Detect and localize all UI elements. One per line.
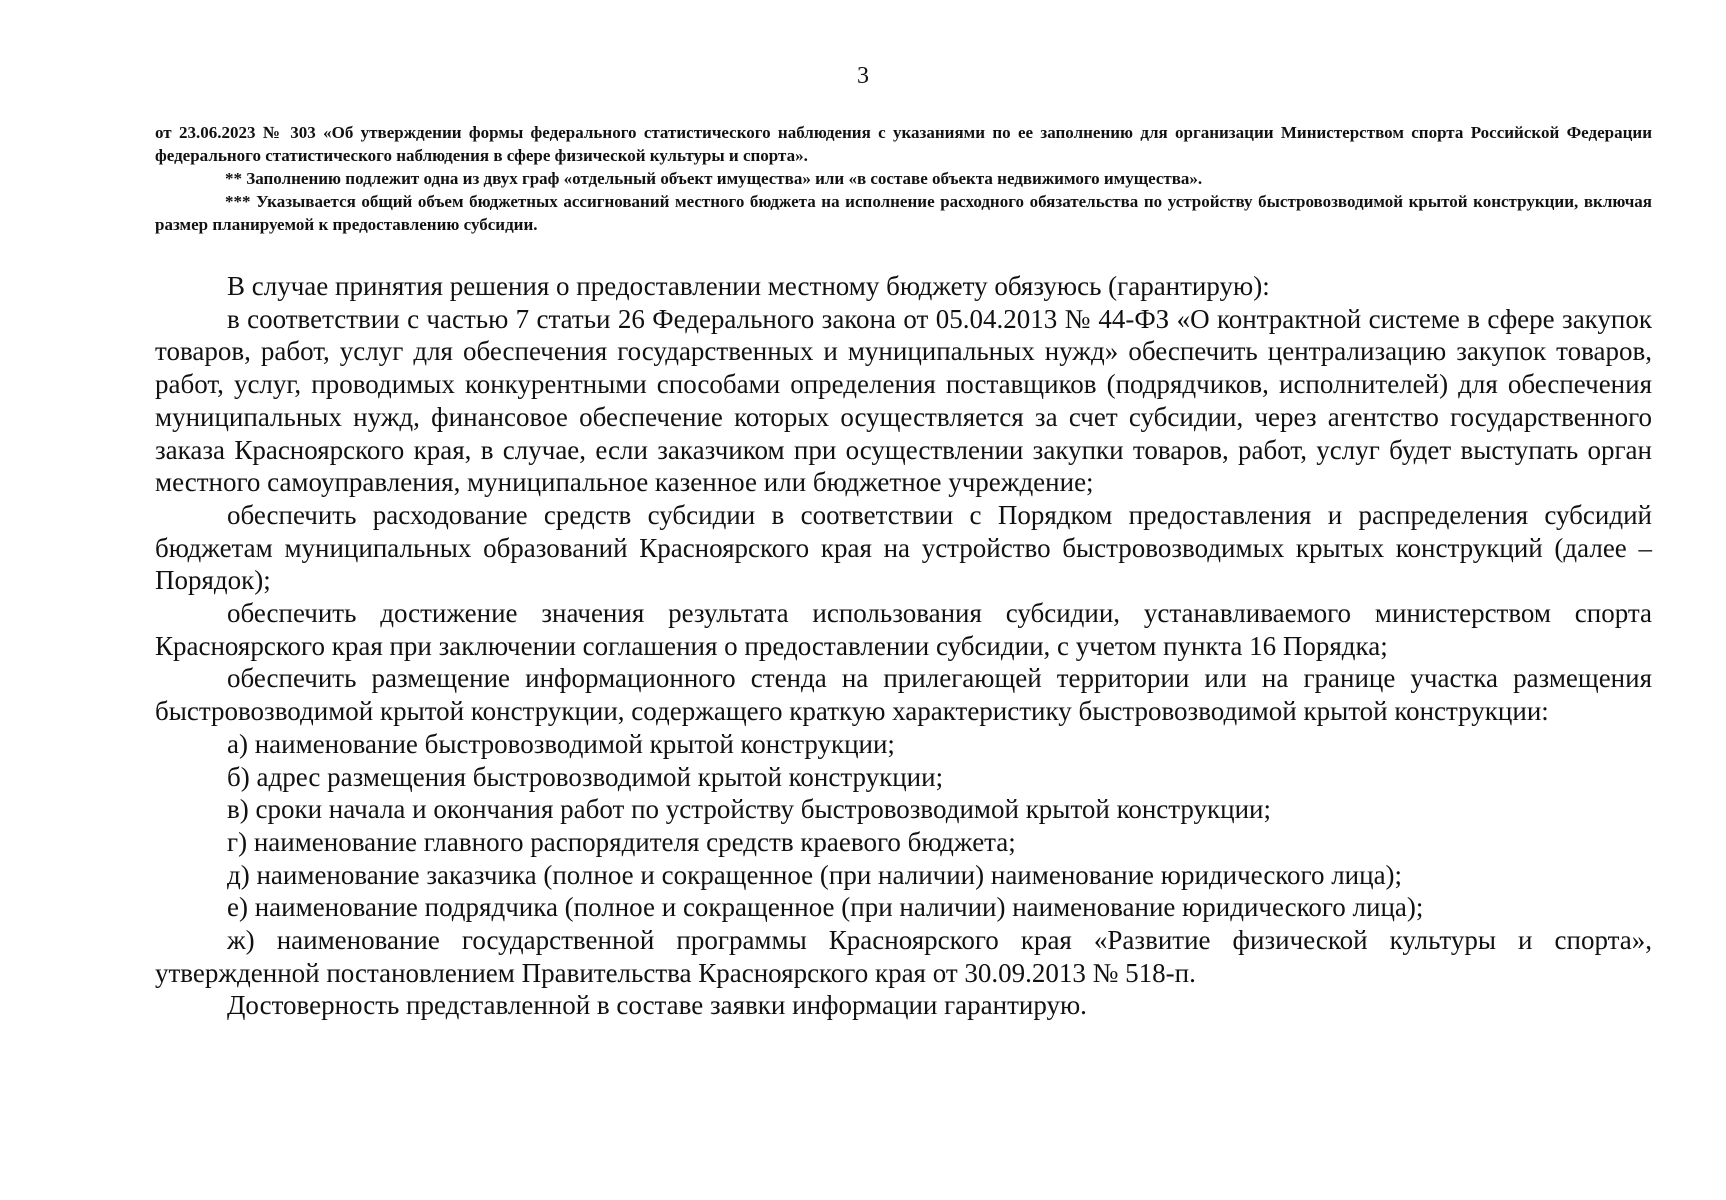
list-item-b: б) адрес размещения быстровозводимой крытой конструкции; bbox=[227, 761, 944, 792]
list-item-a: а) наименование быстровозводимой крытой конструкции; bbox=[227, 728, 895, 759]
paragraph-procurement-centralization: в соответствии с частью 7 статьи 26 Федерального закона от 05.04.2013 № 44-ФЗ «О контрактной системе в сфере закупок товаров, работ, услуг для обеспечения государственных и муниципальных нужд» обеспечить централизацию закупок товаров, работ, услуг, проводимых конкурентными способами определения поставщиков (подрядчиков, исполнителей) для обеспечения муниципальных нужд, финансовое обеспечение которых осуществляется за счет субсидии, через агентство государственного заказа Красноярского края, в случае, если заказчиком при осуществлении закупки товаров, работ, услуг будет выступать орган местного самоуправления, муниципальное казенное или бюджетное учреждение; bbox=[155, 303, 1652, 498]
footnote-continuation: от 23.06.2023 № 303 «Об утверждении формы федерального статистического наблюдения с указаниями по ее заполнению для организации Министерством спорта Российской Федерации федерального статистического наблюдения в сфере физической культуры и спорта». bbox=[155, 123, 1652, 165]
intro-paragraph: В случае принятия решения о предоставлении местному бюджету обязуюсь (гарантирую): bbox=[227, 271, 1270, 301]
list-item-g: г) наименование главного распорядителя средств краевого бюджета; bbox=[227, 826, 1016, 857]
closing-paragraph: Достоверность представленной в составе заявки информации гарантирую. bbox=[227, 990, 1087, 1021]
body-text bbox=[155, 270, 1652, 1022]
paragraph-result-achievement: обеспечить достижение значения результата использования субсидии, устанавливаемого министерством спорта Красноярского края при заключении соглашения о предоставлении субсидии, с учетом пункта 16 Порядка; bbox=[155, 598, 1652, 661]
paragraph-subsidy-spending: обеспечить расходование средств субсидии в соответствии с Порядком предоставления и распределения субсидий бюджетам муниципальных образований Красноярского края на устройство быстровозводимых крытых конструкций (далее – Порядок); bbox=[155, 499, 1652, 596]
footnote-double-asterisk: ** Заполнению подлежит одна из двух граф «отдельный объект имущества» или «в составе объекта недвижимого имущества». bbox=[225, 169, 1203, 188]
list-item-d: д) наименование заказчика (полное и сокращенное (при наличии) наименование юридического лица); bbox=[227, 859, 1403, 890]
page-number: 3 bbox=[857, 63, 869, 89]
paragraph-info-stand: обеспечить размещение информационного стенда на прилегающей территории или на границе участка размещения быстровозводимой крытой конструкции, содержащего краткую характеристику быстровозводимой крытой конструкции: bbox=[155, 663, 1652, 727]
footnotes bbox=[155, 121, 1652, 236]
footnote-triple-asterisk: *** Указывается общий объем бюджетных ассигнований местного бюджета на исполнение расходного обязательства по устройству быстровозводимой крытой конструкции, включая размер планируемой к предоставлению субсидии. bbox=[155, 192, 1652, 234]
list-item-e: е) наименование подрядчика (полное и сокращенное (при наличии) наименование юридического лица); bbox=[227, 892, 1424, 923]
list-item-zh: ж) наименование государственной программы Красноярского края «Развитие физической культуры и спорта», утвержденной постановлением Правительства Красноярского края от 30.09.2013 № 518-п. bbox=[155, 925, 1652, 988]
list-item-v: в) сроки начала и окончания работ по устройству быстровозводимой крытой конструкции; bbox=[227, 794, 1272, 825]
